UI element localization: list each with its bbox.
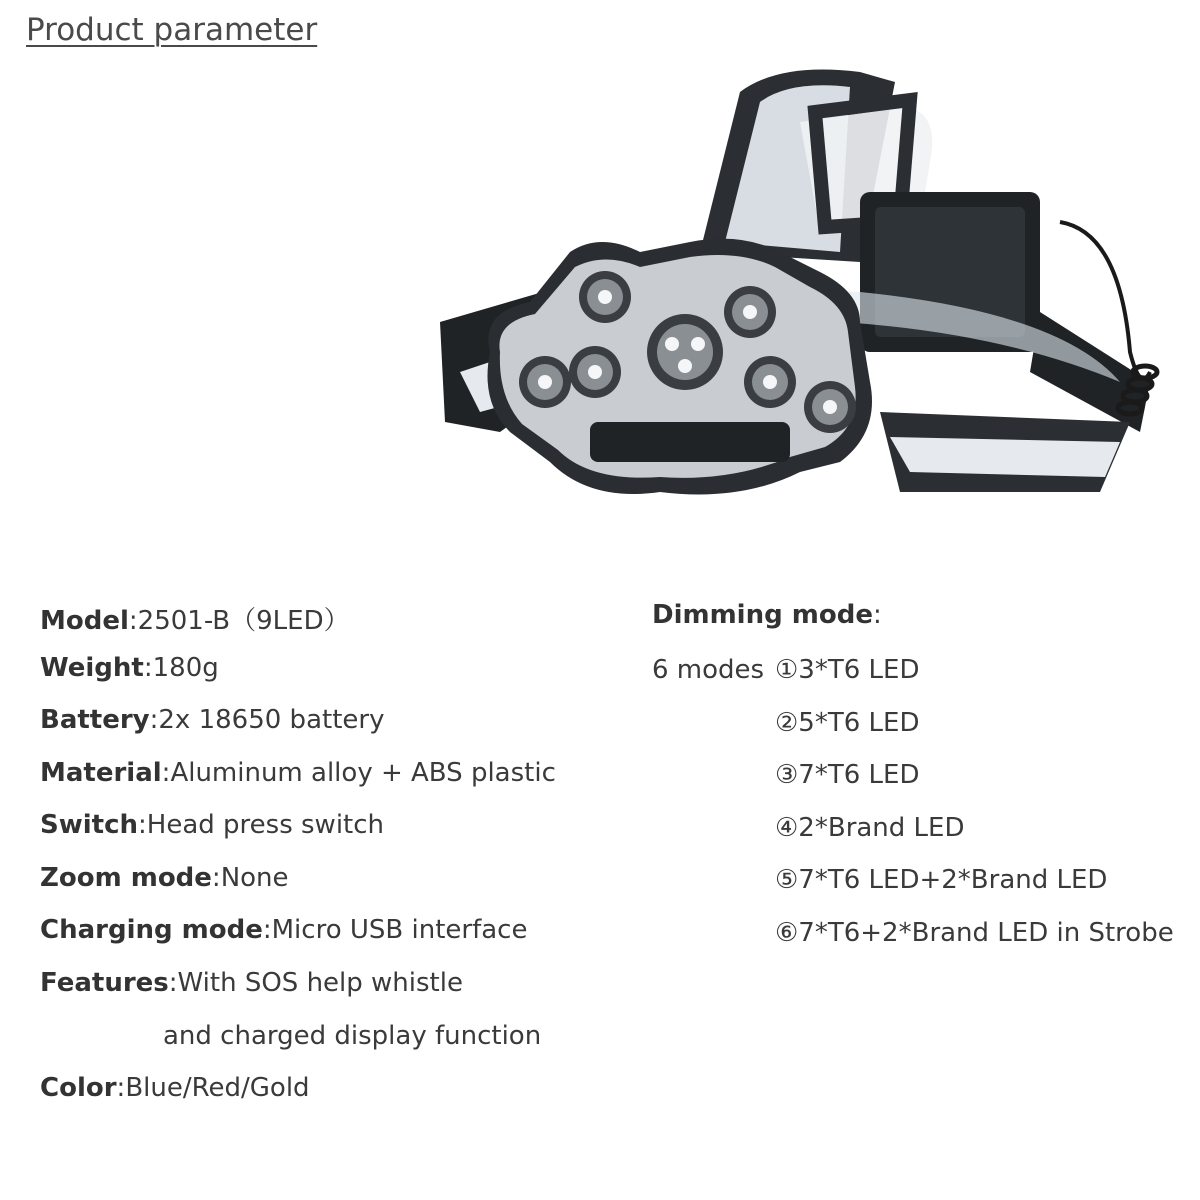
spec-label: Switch bbox=[40, 810, 139, 840]
spec-value: Micro USB interface bbox=[271, 915, 528, 945]
spec-label: Weight bbox=[40, 653, 144, 683]
spec-value: Head press switch bbox=[146, 810, 385, 840]
spec-value: 2x 18650 battery bbox=[158, 705, 385, 735]
spec-color bbox=[40, 1073, 310, 1103]
spec-separator: : bbox=[128, 606, 138, 636]
headlamp-product-image bbox=[440, 52, 1180, 522]
spec-value: 2501-B（9LED） bbox=[137, 606, 350, 636]
dimming-mode-4: ④2*Brand LED bbox=[775, 813, 965, 843]
spec-label: Charging mode bbox=[40, 915, 263, 945]
spec-weight bbox=[40, 653, 219, 683]
spec-separator: : bbox=[161, 758, 171, 788]
spec-value: Blue/Red/Gold bbox=[125, 1073, 310, 1103]
spec-material bbox=[40, 758, 556, 788]
dimming-mode-2: ②5*T6 LED bbox=[775, 708, 920, 738]
dimming-label: Dimming mode bbox=[652, 600, 873, 630]
spec-separator: : bbox=[211, 863, 221, 893]
dimming-mode-3: ③7*T6 LED bbox=[775, 760, 920, 790]
spec-battery bbox=[40, 705, 384, 735]
spec-value: With SOS help whistle bbox=[177, 968, 463, 998]
page-title: Product parameter bbox=[26, 12, 318, 48]
spec-value: 180g bbox=[152, 653, 219, 683]
spec-charging-mode bbox=[40, 915, 527, 945]
spec-separator: : bbox=[168, 968, 178, 998]
spec-separator: : bbox=[262, 915, 272, 945]
spec-label: Material bbox=[40, 758, 162, 788]
spec-zoom-mode bbox=[40, 863, 289, 893]
spec-label: Features bbox=[40, 968, 169, 998]
dimming-separator: : bbox=[872, 600, 882, 630]
spec-label: Zoom mode bbox=[40, 863, 212, 893]
spec-label: Model bbox=[40, 606, 129, 636]
spec-separator: : bbox=[116, 1073, 126, 1103]
dimming-mode-heading bbox=[652, 600, 882, 630]
spec-separator: : bbox=[149, 705, 159, 735]
spec-switch bbox=[40, 810, 384, 840]
spec-value: Aluminum alloy + ABS plastic bbox=[170, 758, 556, 788]
spec-features-continuation: and charged display function bbox=[163, 1021, 542, 1051]
dimming-mode-1: ①3*T6 LED bbox=[775, 655, 920, 685]
dimming-mode-5: ⑤7*T6 LED+2*Brand LED bbox=[775, 865, 1108, 895]
spec-model bbox=[40, 600, 350, 637]
spec-value: None bbox=[220, 863, 289, 893]
spec-label: Color bbox=[40, 1073, 117, 1103]
spec-label: Battery bbox=[40, 705, 150, 735]
spec-features bbox=[40, 968, 463, 998]
spec-separator: : bbox=[138, 810, 147, 840]
dimming-modes-count: 6 modes bbox=[652, 655, 765, 685]
spec-separator: : bbox=[143, 653, 153, 683]
dimming-mode-6: ⑥7*T6+2*Brand LED in Strobe bbox=[775, 918, 1174, 948]
